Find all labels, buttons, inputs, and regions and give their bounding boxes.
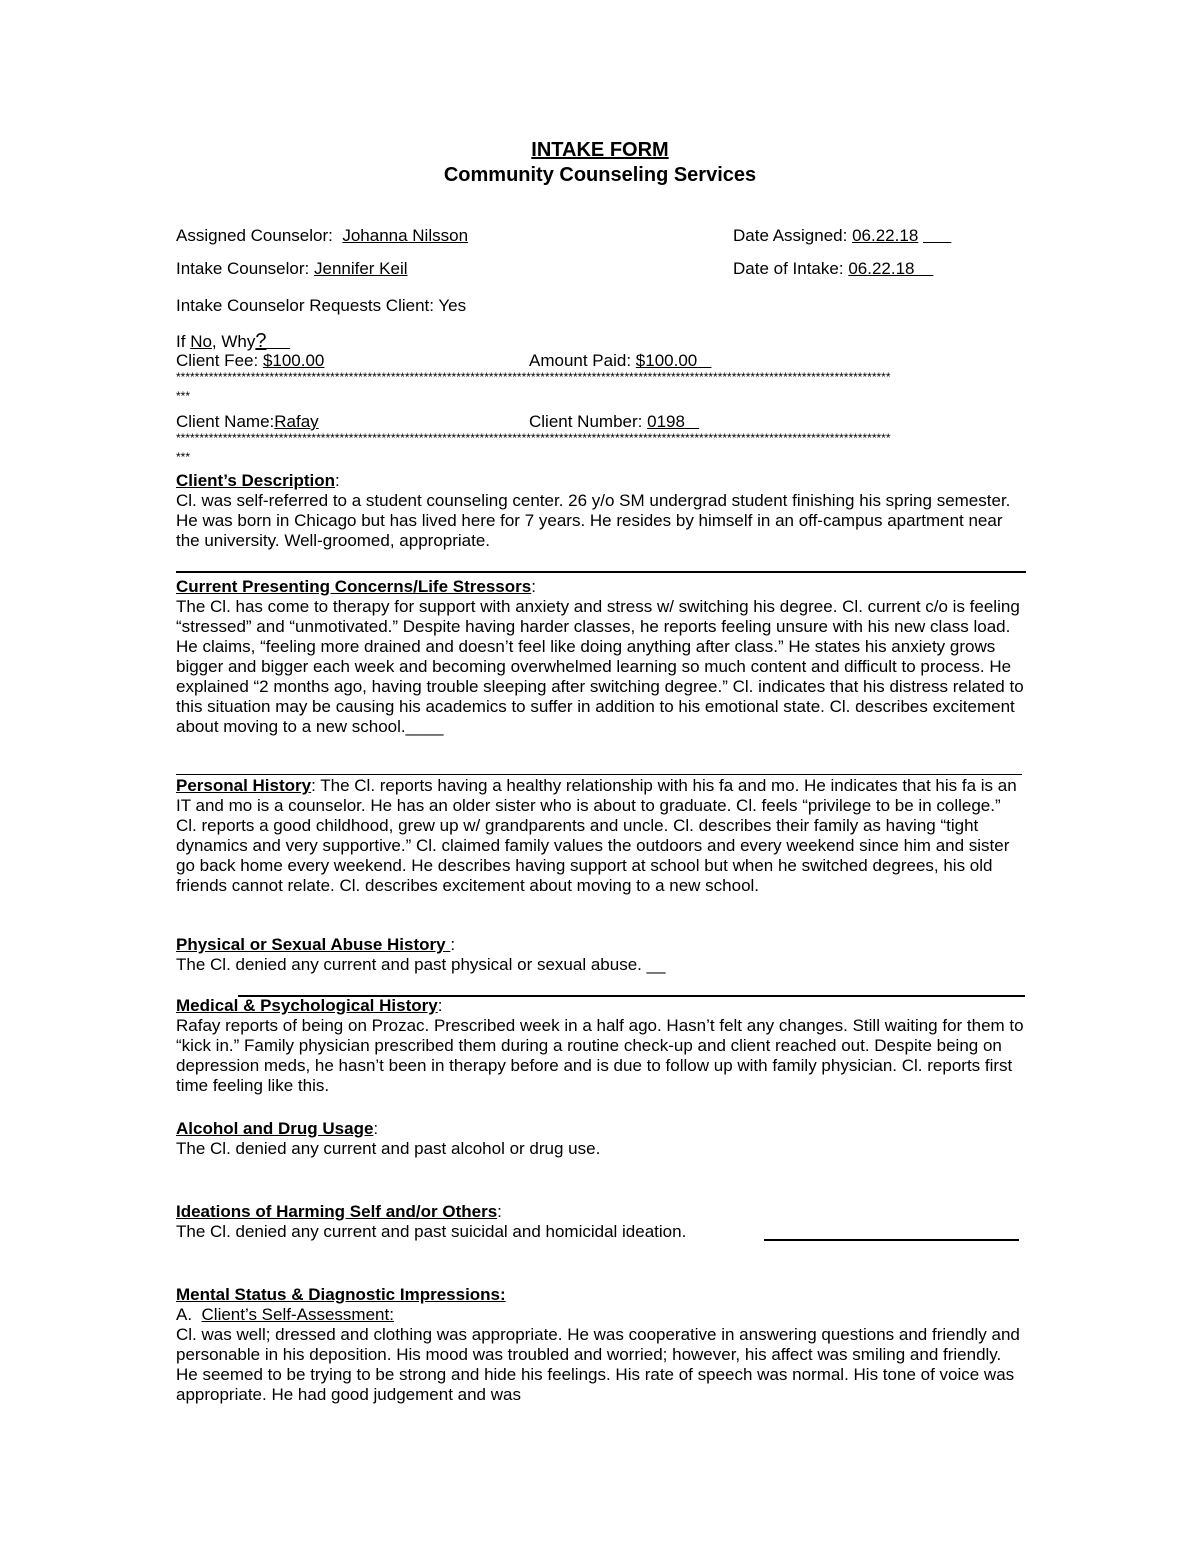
amount-paid-value: $100.00 [635,351,698,370]
assigned-counselor-value: Johanna Nilsson [342,226,469,245]
assigned-counselor-label: Assigned Counselor: [176,226,333,245]
date-assigned-row [733,226,951,246]
client-name-value: Rafay [274,412,319,431]
date-of-intake-row [733,259,933,279]
mental-heading: Mental Status & Diagnostic Impressions: [176,1285,506,1304]
personal-text: : The Cl. reports having a healthy relationship with his fa and mo. He indicates that his fa is an IT and mo is a counselor. He has an older sister who is about to graduate. Cl. feels “privilege to be in college.” Cl. reports a good childhood, grew up w/ grandparents and uncle. Cl. describes their family as having “tight dynamics and very supportive.” Cl. claimed family values the outdoors and every weekend since him and sister go back home every weekend. He describes having support at school but when he switched degrees, his old friends cannot relate. Cl. describes excitement about moving to a new school. [176,776,1017,895]
ideation-section: Ideations of Harming Self and/or Others: The Cl. denied any current and past suicidal and homicidal ideation. [176,1202,687,1241]
why-label: , Why [211,332,256,351]
client-name-label: Client Name: [176,412,275,431]
intake-counselor-row [176,259,408,279]
divider [764,1239,1019,1241]
mental-text: Cl. was well; dressed and clothing was appropriate. He was cooperative in answering questions and friendly and personable in his deposition. His mood was troubled and worried; however, his affect was smiling and friendly. He seemed to be trying to be strong and hide his feelings. His rate of speech was normal. His tone of voice was appropriate. He had good judgement and was [176,1325,1020,1404]
abuse-text: The Cl. denied any current and past physical or sexual abuse. __ [176,955,666,974]
why-value: ? [255,330,267,352]
separator-stars-tail: *** [176,451,191,463]
amount-paid-row [529,351,711,371]
medical-section: Medical & Psychological History: Rafay reports of being on Prozac. Prescribed week in a half ago. Hasn’t felt any changes. Still waiting for them to “kick in.” Family physician prescribed them during a routine check-up and client reached out. Despite being on depression meds, he hasn’t been in therapy before and is due to follow up with family physician. Cl. reports first time feeling like this. [176,996,1026,1096]
mental-sub-heading: Client’s Self-Assessment: [201,1305,394,1324]
if-label: If [176,332,186,351]
if-no-why-row [176,330,290,353]
client-number-row [529,412,699,432]
client-fee-value: $100.00 [262,351,325,370]
abuse-section: Physical or Sexual Abuse History : The Cl. denied any current and past physical or sexual abuse. __ [176,935,1026,975]
date-assigned-value: 06.22.18 [852,226,919,245]
description-heading: Client’s Description [176,471,336,490]
client-number-value: 0198 [647,412,685,431]
ideation-heading: Ideations of Harming Self and/or Others [176,1202,498,1221]
client-fee-row [176,351,324,371]
concerns-section: Current Presenting Concerns/Life Stressors: The Cl. has come to therapy for support with anxiety and stress w/ switching his degree. Cl. current c/o is feeling “stressed” and “unmotivated.” Despite having harder classes, he reports feeling unsure with his new class load. He claims, “feeling more drained and doesn’t feel like doing anything after class.” He states his anxiety grows bigger and bigger each week and becoming overwhelmed learning so much content and difficult to process. He explained “2 months ago, having trouble sleeping after switching degree.” Cl. indicates that his distress related to this situation may be causing his academics to suffer in addition to his emotional state. Cl. describes excitement about moving to a new school.____ [176,577,1026,737]
personal-section [176,776,1026,896]
description-text: Cl. was self-referred to a student counseling center. 26 y/o SM undergrad student finishing his spring semester. He was born in Chicago but has lived here for 7 years. He resides by himself in an off-campus apartment near the university. Well-groomed, appropriate. [176,491,1011,550]
intake-counselor-label: Intake Counselor: [176,259,310,278]
ideation-text: The Cl. denied any current and past suicidal and homicidal ideation. [176,1222,687,1241]
concerns-text: The Cl. has come to therapy for support with anxiety and stress w/ switching his degree. Cl. current c/o is feeling “stressed” and “unmotivated.” Despite having harder classes, he reports feeling unsure with his new class load. He claims, “feeling more drained and doesn’t feel like doing anything after class.” He states his anxiety grows bigger and bigger each week and becoming overwhelmed learning so much content and difficult to process. He explained “2 months ago, having trouble sleeping after switching degree.” Cl. indicates that his distress related to this situation may be causing his academics to suffer in addition to his emotional state. Cl. describes excitement about moving to a new school.____ [176,597,1024,736]
concerns-heading: Current Presenting Concerns/Life Stressors [176,577,532,596]
abuse-heading: Physical or Sexual Abuse History [176,935,446,954]
medical-heading: Medical & Psychological History [176,996,438,1015]
medical-text: Rafay reports of being on Prozac. Prescribed week in a half ago. Hasn’t felt any changes. Still waiting for them to “kick in.” Family physician prescribed them during a routine check-up and client reached out. Despite being on depression meds, he hasn’t been in therapy before and is due to follow up with family physician. Cl. reports first time feeling like this. [176,1016,1024,1095]
form-subtitle: Community Counseling Services [443,164,757,186]
separator-stars: ********************************************************************************************************************************************************* [176,371,891,383]
personal-heading: Personal History [176,776,312,795]
if-value: No [190,332,212,351]
date-assigned-label: Date Assigned: [733,226,848,245]
intake-counselor-value: Jennifer Keil [313,259,408,278]
mental-sub-letter: A. [176,1305,193,1324]
client-number-label: Client Number: [529,412,643,431]
client-fee-label: Client Fee: [176,351,259,370]
requests-client: Intake Counselor Requests Client: Yes [176,296,467,315]
drug-section: Alcohol and Drug Usage: The Cl. denied any current and past alcohol or drug use. [176,1119,1026,1159]
description-section: Client’s Description: Cl. was self-referred to a student counseling center. 26 y/o SM undergrad student finishing his spring semester. He was born in Chicago but has lived here for 7 years. He resides by himself in an off-campus apartment near the university. Well-groomed, appropriate. [176,471,1026,551]
client-name-row [176,412,319,432]
assigned-counselor-row [176,226,468,246]
separator-stars-tail: *** [176,390,191,402]
form-title: INTAKE FORM [531,139,669,161]
separator-stars: ********************************************************************************************************************************************************* [176,432,891,444]
divider [176,571,1026,573]
divider [176,774,1022,775]
date-of-intake-value: 06.22.18 [848,259,915,278]
date-of-intake-label: Date of Intake: [733,259,844,278]
amount-paid-label: Amount Paid: [529,351,632,370]
drug-heading: Alcohol and Drug Usage [176,1119,374,1138]
drug-text: The Cl. denied any current and past alcohol or drug use. [176,1139,601,1158]
mental-section [176,1285,1026,1405]
